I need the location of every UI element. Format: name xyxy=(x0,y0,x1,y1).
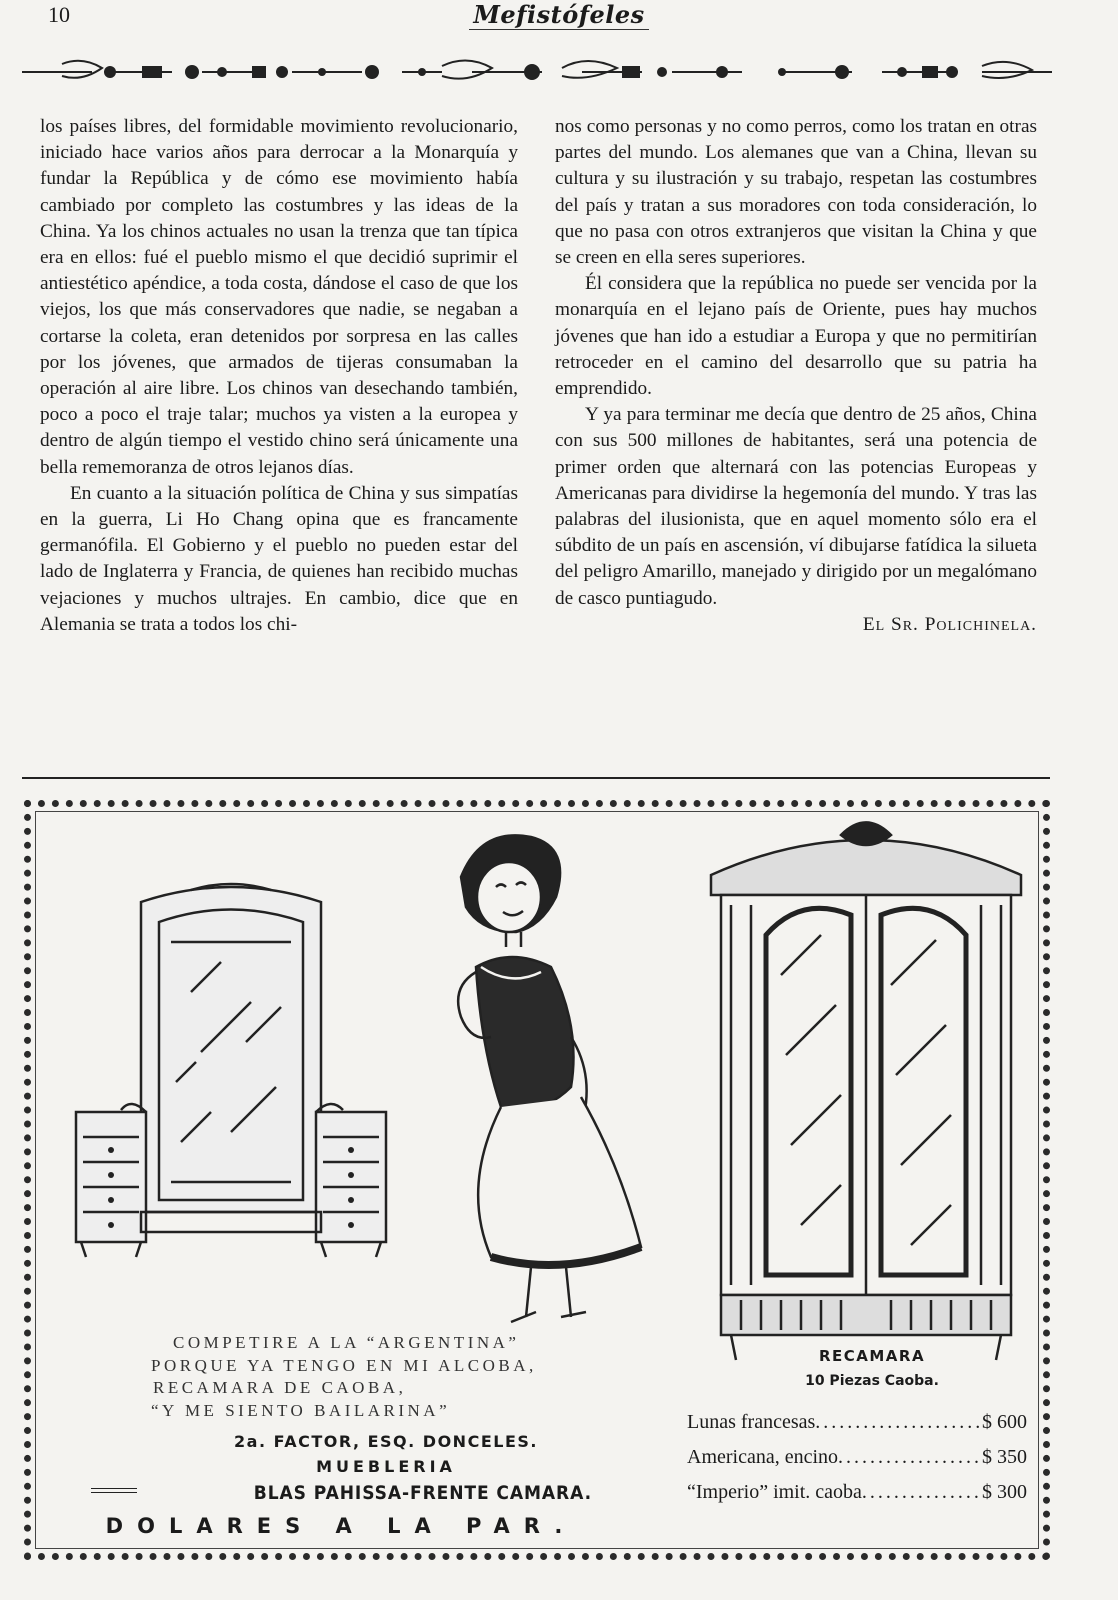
store-info xyxy=(71,1432,611,1538)
caption-line: PORQUE YA TENGO EN MI ALCOBA, xyxy=(151,1355,537,1375)
section-divider xyxy=(22,777,1050,779)
article-paragraph: Él considera que la república no puede ser vencida por la monarquía en el lejano país de Oriente, pues hay muchos jóvenes que han ido a estudiar a Europa y que no permitirían retroceder en el camino del desarrollo que su patria ha emprendido. xyxy=(555,273,1037,400)
article-paragraph: los países libres, del formidable movimiento revolucionario, iniciado hace varios años para derrocar a la Monarquía y fundar la República y de cómo ese movimiento había cambiado por completo las costumbres y las ideas de la China. Ya los chinos actuales no usan la trenza que tan típica era en ellos: fué el pueblo mismo el que decidió suprimir el antiestético apéndice, a toda costa, dándose el caso de que los viejos, los que más conservadores que nadie, se negaban a cortarse la coleta, eran detenidos por sorpresa en las calles por los jóvenes, que armados de tijeras consumaban la operación al aire libre. Los chinos van desechando también, poco a poco el traje talar; muchos ya visten a la europea y dentro de algún tiempo el vestido chino será únicamente una bella rememoranza de otros lejanos días. xyxy=(40,116,518,478)
store-name-row xyxy=(91,1476,611,1504)
price-block xyxy=(687,1347,1027,1510)
price-item: Americana, encino xyxy=(687,1446,839,1468)
leader-dots xyxy=(815,1405,982,1440)
store-address: 2a. FACTOR, ESQ. DONCELES. xyxy=(234,1432,538,1451)
price-row xyxy=(687,1440,1027,1475)
decorative-ornament-border xyxy=(22,54,1052,86)
leader-dots xyxy=(862,1475,982,1510)
price-value: $ 350 xyxy=(982,1446,1027,1468)
article-signature: El Sr. Polichinela. xyxy=(862,613,1037,635)
dressing-table-illustration xyxy=(61,882,401,1282)
article-paragraph: Y ya para terminar me decía que dentro de 25 años, China con sus 500 millones de habitantes, será una potencia de primer orden que alternará con las potencias Europeas y Americanas para dividirse la hegemonía del mundo. Y tras las palabras del ilusionista, que en aquel momento sólo era el súbdito de un país en ascensión, ví dibujarse fatídica la silueta del peligro Amarillo, manejado y dirigido por un megalómano de casco puntiagudo. xyxy=(555,404,1037,609)
price-list xyxy=(687,1405,1027,1510)
price-item: “Imperio” imit. caoba xyxy=(687,1481,862,1503)
price-value: $ 600 xyxy=(982,1411,1027,1433)
caption-line: RECAMARA DE CAOBA, xyxy=(153,1378,407,1397)
product-subtitle: 10 Piezas Caoba. xyxy=(805,1373,939,1389)
article-right-column xyxy=(555,114,1037,638)
article-paragraph: En cuanto a la situación política de China y sus simpatías en la guerra, Li Ho Chang opina que es francamente germanófila. El Gobierno y el pueblo no pueden estar del lado de Inglaterra y Francia, de quienes han recibido muchas vejaciones y muchos ultrajes. En cambio, dice que en Alemania se trata a todos los chi- xyxy=(40,482,518,635)
price-row xyxy=(687,1475,1027,1510)
article-paragraph: nos como personas y no como perros, como los tratan en otras partes del mundo. Los alemanes que van a China, llevan su cultura y su ilustración y su trabajo, respetan las costumbres del país y tratan a sus moradores con toda consideración, lo que no pasa con otros extranjeros que visitan la China y que se creen en ella seres superiores. xyxy=(555,116,1037,269)
caption-line: “Y ME SIENTO BAILARINA” xyxy=(151,1400,451,1420)
store-type: MUEBLERIA xyxy=(316,1457,456,1476)
advertisement-caption xyxy=(101,1332,621,1422)
product-title: RECAMARA xyxy=(818,1347,926,1365)
price-item: Lunas francesas xyxy=(687,1411,816,1433)
dancing-woman-illustration xyxy=(421,827,691,1327)
wardrobe-illustration xyxy=(691,815,1041,1375)
price-value: $ 300 xyxy=(982,1481,1027,1503)
price-row xyxy=(687,1405,1027,1440)
decorative-line xyxy=(91,1488,137,1493)
currency-note: DOLARES A LA PAR. xyxy=(105,1514,577,1538)
caption-line: COMPETIRE A LA “ARGENTINA” xyxy=(173,1333,520,1352)
leader-dots xyxy=(838,1440,982,1475)
store-name: BLAS PAHISSA-FRENTE CAMARA. xyxy=(254,1482,593,1504)
page-number: 10 xyxy=(48,2,70,27)
magazine-title: Mefistófeles xyxy=(0,0,1118,29)
article-left-column xyxy=(40,114,518,638)
advertisement xyxy=(24,800,1050,1560)
